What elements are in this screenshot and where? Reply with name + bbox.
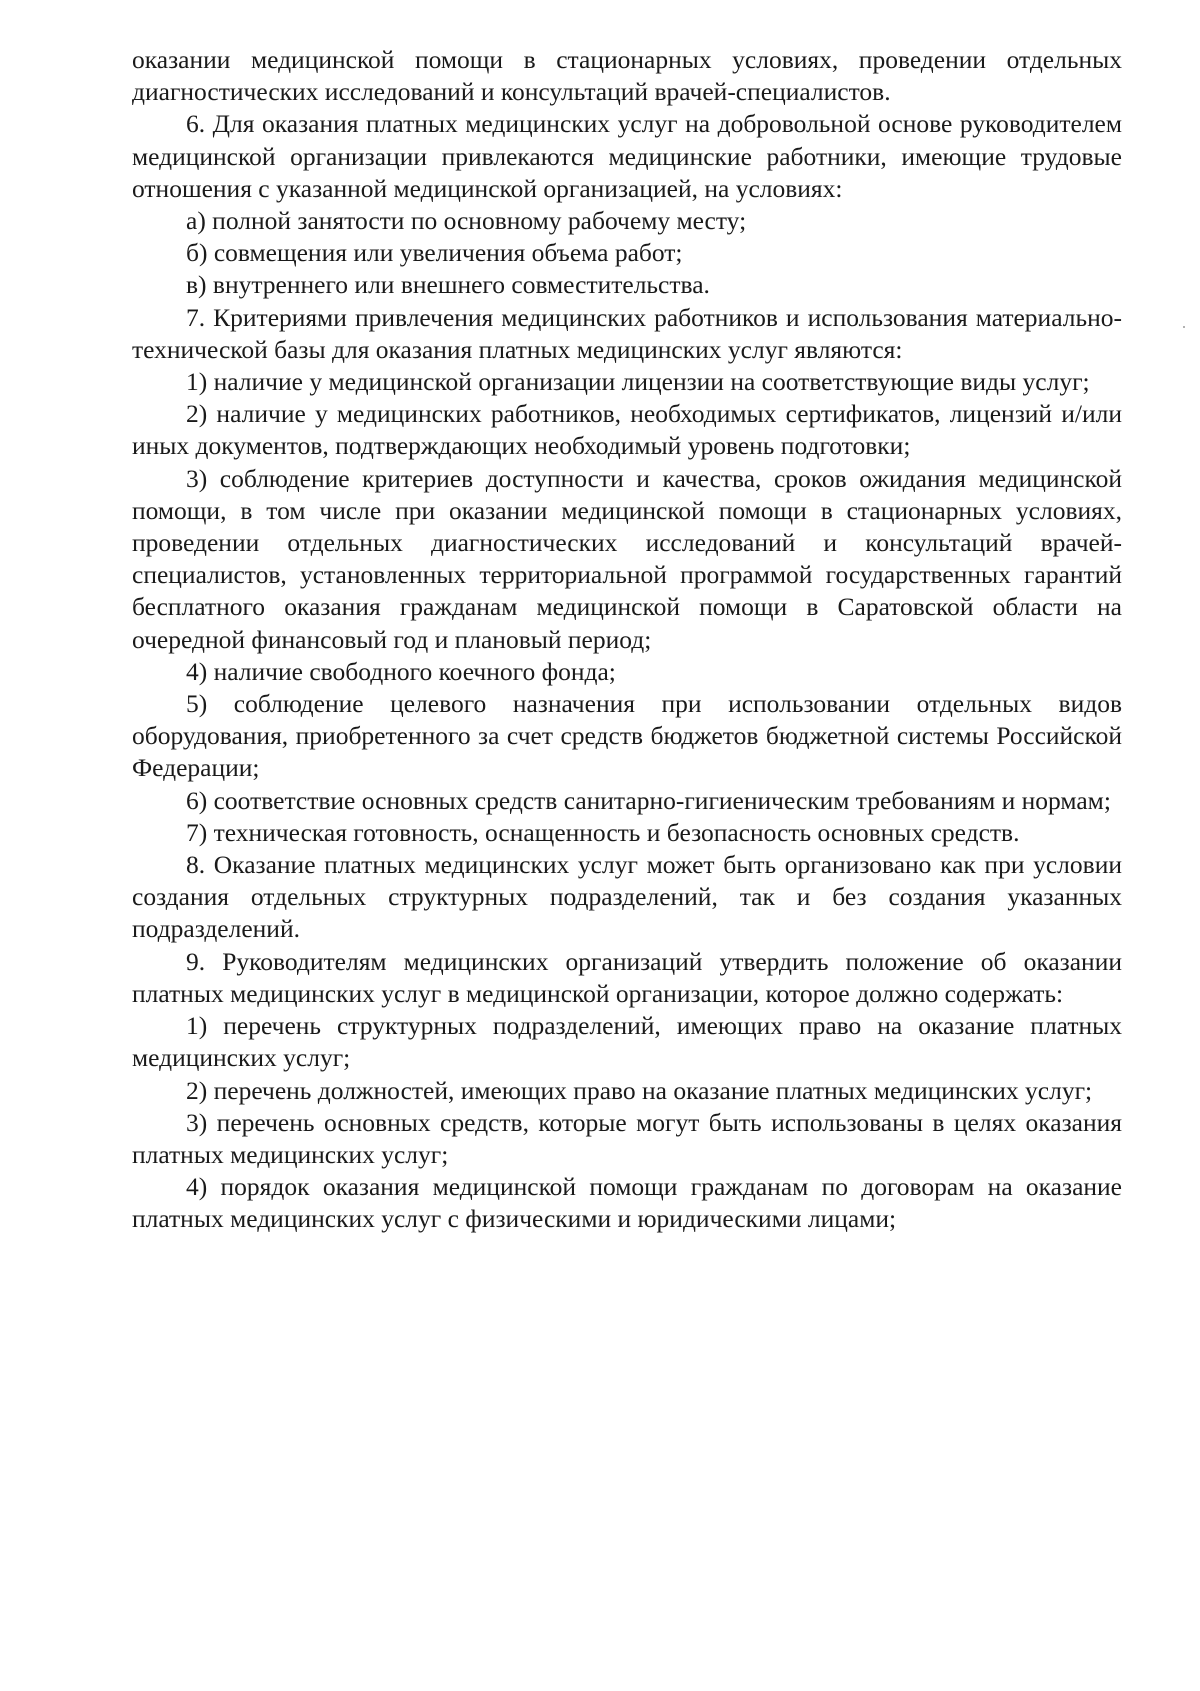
paragraph-continuation: оказании медицинской помощи в стационарных условиях, проведении отдельных диагностических исследований и консультаций врачей-специалистов.	[132, 45, 1122, 107]
paragraph-item-9-3: 3) перечень основных средств, которые могут быть использованы в целях оказания платных медицинских услуг;	[132, 1107, 1122, 1169]
paragraph-item-9-2: 2) перечень должностей, имеющих право на оказание платных медицинских услуг;	[186, 1075, 1093, 1105]
paragraph-item-9: 9. Руководителям медицинских организаций утвердить положение об оказании платных медицинских услуг в медицинской организации, которое должно содержать:	[132, 946, 1122, 1008]
paragraph-item-6: 6. Для оказания платных медицинских услуг на добровольной основе руководителем медицинской организации привлекаются медицинские работники, имеющие трудовые отношения с указанной медицинской организацией, на условиях:	[132, 109, 1122, 203]
paragraph-item-6b: б) совмещения или увеличения объема работ;	[186, 238, 683, 268]
scan-speck	[1183, 326, 1185, 328]
paragraph-item-8: 8. Оказание платных медицинских услуг может быть организовано как при условии создания отдельных структурных подразделений, так и без создания указанных подразделений.	[132, 850, 1122, 944]
paragraph-item-7: 7. Критериями привлечения медицинских работников и использования материально-технической базы для оказания платных медицинских услуг являются:	[132, 302, 1122, 364]
paragraph-item-7-6: 6) соответствие основных средств санитарно-гигиеническим требованиям и нормам;	[186, 785, 1111, 815]
paragraph-item-6a: а) полной занятости по основному рабочему месту;	[186, 206, 747, 236]
paragraph-item-6c: в) внутреннего или внешнего совместительства.	[186, 270, 710, 300]
document-page	[132, 44, 1122, 1236]
paragraph-item-7-3: 3) соблюдение критериев доступности и качества, сроков ожидания медицинской помощи, в том числе при оказании медицинской помощи в стационарных условиях, проведении отдельных диагностических исследований и консультаций врачей-специалистов, установленных территориальной программой государственных гарантий бесплатного оказания гражданам медицинской помощи в Саратовской области на очередной финансовый год и плановый период;	[132, 463, 1122, 654]
paragraph-item-9-4: 4) порядок оказания медицинской помощи гражданам по договорам на оказание платных медицинских услуг с физическими и юридическими лицами;	[132, 1172, 1122, 1234]
paragraph-item-7-4: 4) наличие свободного коечного фонда;	[186, 656, 616, 686]
paragraph-item-7-5: 5) соблюдение целевого назначения при использовании отдельных видов оборудования, приобретенного за счет средств бюджетов бюджетной системы Российской Федерации;	[132, 689, 1122, 783]
paragraph-item-7-1: 1) наличие у медицинской организации лицензии на соответствующие виды услуг;	[186, 367, 1090, 397]
paragraph-item-7-7: 7) техническая готовность, оснащенность и безопасность основных средств.	[186, 817, 1020, 847]
paragraph-item-7-2: 2) наличие у медицинских работников, необходимых сертификатов, лицензий и/или иных документов, подтверждающих необходимый уровень подготовки;	[132, 399, 1122, 461]
paragraph-item-9-1: 1) перечень структурных подразделений, имеющих право на оказание платных медицинских услуг;	[132, 1011, 1122, 1073]
